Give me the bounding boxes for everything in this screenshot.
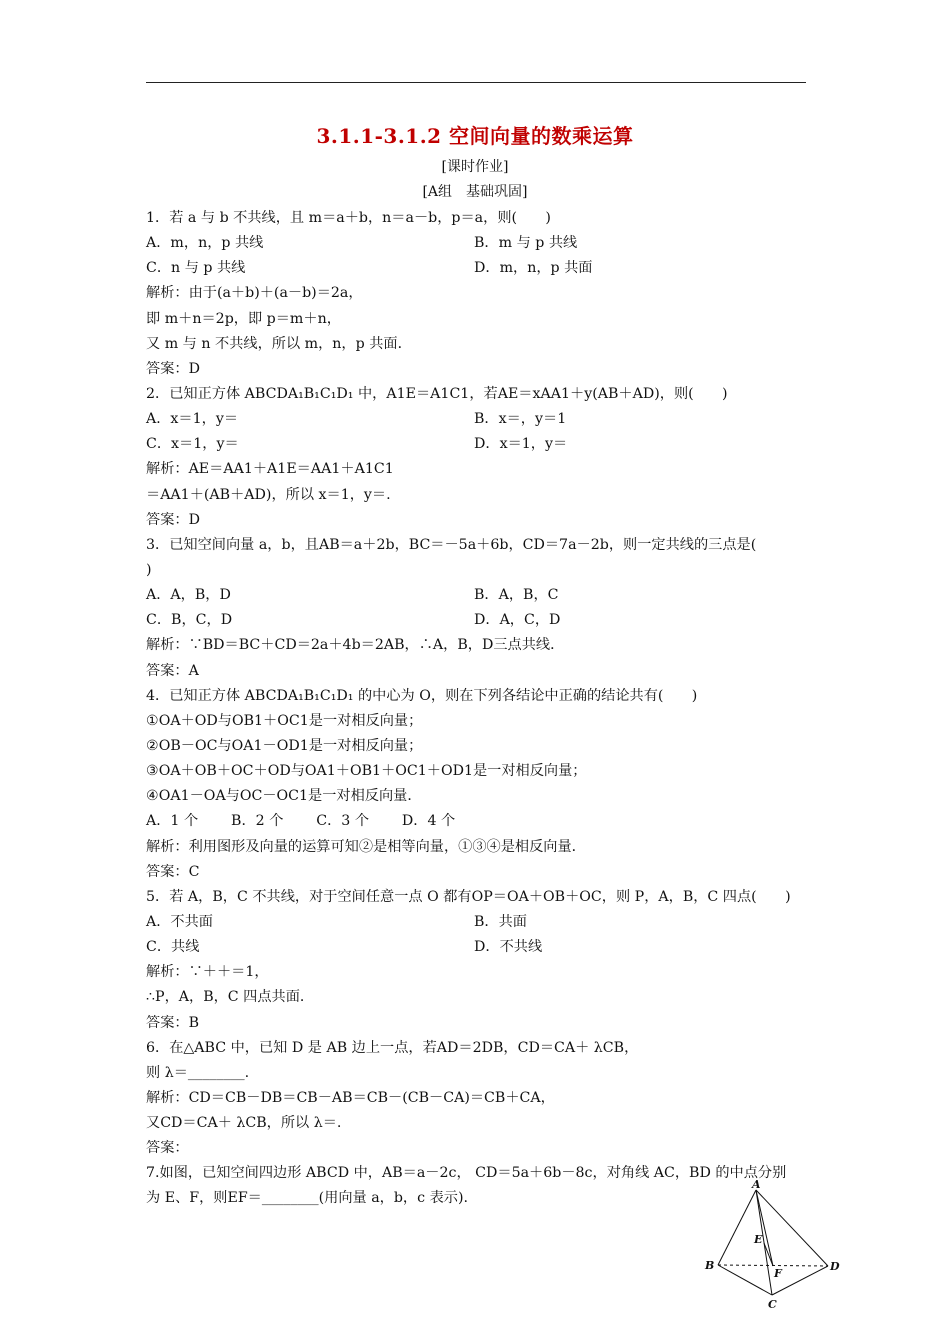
line-text: 答案：D [146,360,200,377]
text-line [146,910,816,935]
option-right: D．x＝1，y＝ [474,436,568,453]
label-c: C [768,1298,777,1310]
text-line [146,382,816,407]
option-right: D．不共线 [474,939,543,956]
text-line [146,684,816,709]
line-text: ④OA1－OA与OC－OC1是一对相反向量． [146,788,422,805]
text-line [146,407,816,432]
text-line [146,206,816,231]
line-text: ③OA＋OB＋OC＋OD与OA1＋OB1＋OC1＋OD1是一对相反向量； [146,763,587,780]
text-line [146,734,816,759]
text-line [146,960,816,985]
page-title: 3.1.1-3.1.2 空间向量的数乘运算 [316,124,634,148]
label-f: F [774,1267,782,1280]
line-text: 又CD＝CA＋ λCB，所以 λ＝. [146,1115,342,1132]
line-text: 答案：A [146,662,199,679]
line-text: ①OA＋OD与OB1＋OC1是一对相反向量； [146,712,423,729]
option-right: B．x＝，y＝1 [474,411,567,428]
text-line [146,935,816,960]
text-line [146,533,816,558]
line-text: 答案： [146,1140,189,1157]
line-text: 2．已知正方体 ABCDA₁B₁C₁D₁ 中，A1E＝A1C1，若AE＝xAA1＋y(AB＋AD)，则( ) [146,385,728,402]
label-d: D [830,1260,840,1273]
line-text: 解析：利用图形及向量的运算可知②是相等向量，①③④是相反向量． [146,838,586,855]
line-text: 答案：D [146,511,200,528]
label-e: E [754,1233,763,1246]
text-line [146,357,816,382]
text-line [146,332,816,357]
text-line [146,1086,816,1111]
text-line [146,508,816,533]
label-b: B [705,1259,715,1272]
line-text: ＝AA1＋(AB＋AD)，所以 x＝1，y＝. [146,486,391,503]
text-line [146,583,816,608]
text-line [146,709,816,734]
line-text: C．B，C，D [146,612,233,629]
line-text: 1．若 a 与 b 不共线，且 m＝a＋b，n＝a－b，p＝a，则( ) [146,210,551,226]
option-right: B．A，B，C [474,587,559,604]
text-line [146,1036,816,1061]
line-text: 6．在△ABC 中，已知 D 是 AB 边上一点，若AD＝2DB，CD＝CA＋ λCB， [146,1039,639,1056]
line-text: 7.如图，已知空间四边形 ABCD 中，AB＝a－2c， CD＝5a＋6b－8c，对角线 AC，BD 的中点分别 [146,1165,787,1182]
line-text: 解析：由于(a＋b)＋(a－b)＝2a， [146,285,363,302]
text-line [146,432,816,457]
line-text: 4．已知正方体 ABCDA₁B₁C₁D₁ 的中心为 O，则在下列各结论中正确的结论共有( ) [146,687,698,704]
text-line [146,659,816,684]
option-right: D．m，n，p 共面 [474,260,593,277]
line-text: A．A，B，D [146,587,231,604]
text-line [146,558,816,583]
option-right: D．A，C，D [474,612,561,629]
text-line [146,281,816,306]
line-text: 解析：∵＋＋＝1， [146,964,269,981]
text-line [146,1011,816,1036]
option-right: B．共面 [474,913,527,930]
group-heading: [A组 基础巩固] [422,184,528,200]
text-line [146,860,816,885]
text-line [146,1111,816,1136]
line-text: C．n 与 p 共线 [146,260,246,277]
label-a: A [752,1180,761,1191]
line-text: 即 m＋n＝2p，即 p＝m＋n， [146,310,341,327]
line-text: A．m，n，p 共线 [146,235,264,252]
top-rule [146,82,806,83]
text-line [146,483,816,508]
line-text: ) [146,561,152,578]
line-text: ②OB－OC与OA1－OD1是一对相反向量； [146,737,423,754]
line-text: 则 λ＝________. [146,1064,250,1081]
line-text: 答案：B [146,1014,199,1031]
text-line [146,256,816,281]
line-text: 为 E、F，则EF＝________(用向量 a，b，c 表示). [146,1190,468,1207]
line-text: A．x＝1，y＝ [146,411,239,428]
line-text: ∴P，A，B，C 四点共面． [146,989,315,1006]
line-text: 解析：AE＝AA1＋A1E＝AA1＋A1C1 [146,461,394,478]
text-line [146,985,816,1010]
line-text: 3．已知空间向量 a，b，且AB＝a＋2b，BC＝－5a＋6b，CD＝7a－2b，则一定共线的三点是( [146,536,757,553]
line-text: A．1 个 B．2 个 C．3 个 D．4 个 [146,813,456,830]
text-line [146,608,816,633]
option-right: B．m 与 p 共线 [474,235,578,252]
question-body [146,206,816,1212]
line-text: 答案：C [146,863,200,880]
text-line [146,457,816,482]
tetrahedron-figure [700,1180,840,1310]
line-text: 又 m 与 n 不共线，所以 m，n，p 共面． [146,335,412,352]
line-text: 解析：∵BD＝BC＋CD＝2a＋4b＝2AB，∴A，B，D三点共线． [146,637,565,654]
text-line [146,1061,816,1086]
line-text: 解析：CD＝CB－DB＝CB－AB＝CB－(CB－CA)＝CB＋CA， [146,1089,555,1106]
text-line [146,784,816,809]
text-line [146,231,816,256]
line-text: C．共线 [146,939,200,956]
line-text: 5．若 A，B，C 不共线，对于空间任意一点 O 都有OP＝OA＋OB＋OC，则 P，A，B，C 四点( ) [146,888,791,905]
text-line [146,633,816,658]
text-line [146,1136,816,1161]
line-text: A．不共面 [146,913,213,930]
text-line [146,307,816,332]
text-line [146,809,816,834]
line-text: C．x＝1，y＝ [146,436,239,453]
text-line [146,759,816,784]
text-line [146,885,816,910]
subtitle: [课时作业] [441,159,509,175]
text-line [146,835,816,860]
